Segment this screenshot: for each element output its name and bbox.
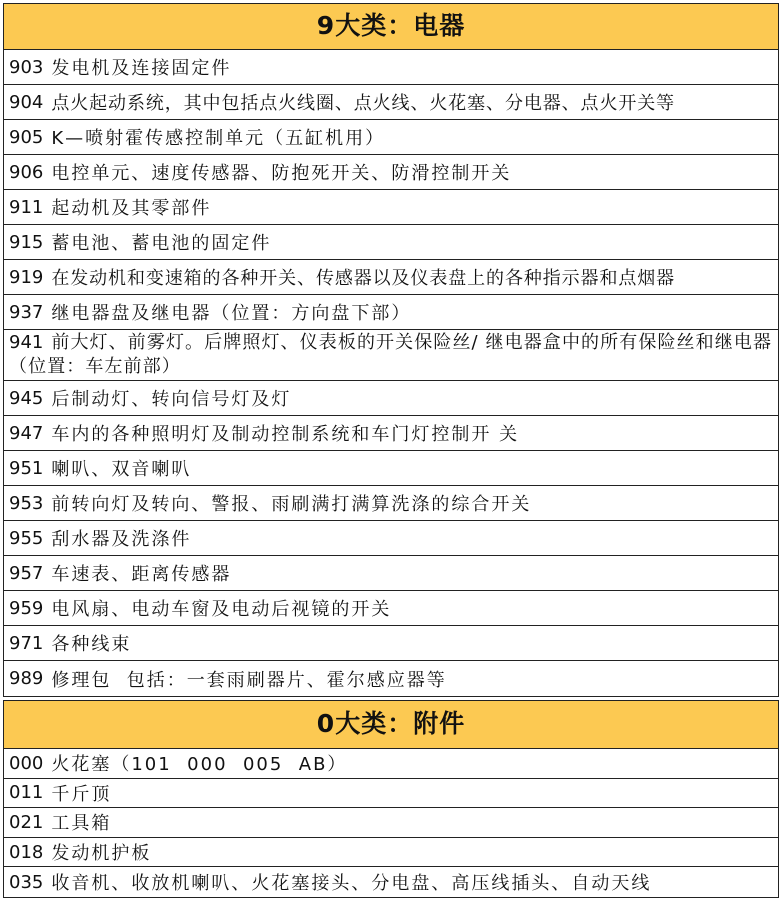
part-description: 车速表、距离传感器	[51, 564, 232, 585]
section-9-title: 9大类：电器	[4, 4, 778, 50]
part-description: 喇叭、双音喇叭	[51, 459, 192, 480]
part-description: 前大灯、前雾灯。后牌照灯、仪表板的开关保险丝/ 继电器盒中的所有保险丝和继电器（位置：车左前部）	[9, 332, 773, 377]
part-description: 千斤顶	[51, 783, 112, 805]
part-code: 945	[9, 387, 44, 409]
table-row	[4, 838, 778, 868]
table-row	[4, 416, 778, 451]
part-code: 911	[9, 196, 44, 218]
table-row	[4, 867, 778, 897]
part-description: 点火起动系统，其中包括点火线圈、点火线、火花塞、分电器、点火开关等	[51, 93, 676, 114]
part-description: 车内的各种照明灯及制动控制系统和车门灯控制开 关	[51, 424, 520, 445]
part-code: 011	[9, 782, 44, 804]
table-row	[4, 260, 778, 295]
part-code: 957	[9, 562, 44, 584]
part-description: 修理包 包括：一套雨刷器片、霍尔感应器等	[51, 669, 447, 691]
table-row	[4, 779, 778, 809]
part-code: 959	[9, 597, 44, 619]
table-row	[4, 50, 778, 85]
table-row	[4, 120, 778, 155]
section-9-table	[3, 3, 779, 697]
part-code: 951	[9, 457, 44, 479]
table-row	[4, 295, 778, 330]
part-description: 继电器盘及继电器（位置：方向盘下部）	[51, 303, 412, 324]
part-description: 工具箱	[51, 813, 112, 835]
table-row	[4, 190, 778, 225]
table-row	[4, 661, 778, 696]
part-code: 947	[9, 422, 44, 444]
part-description: K—喷射霍传感控制单元（五缸机用）	[51, 128, 386, 149]
part-description: 蓄电池、蓄电池的固定件	[51, 233, 272, 254]
part-code: 955	[9, 527, 44, 549]
table-row	[4, 521, 778, 556]
part-code: 905	[9, 126, 44, 148]
table-row	[4, 808, 778, 838]
part-code: 937	[9, 301, 44, 323]
table-row	[4, 330, 778, 381]
section-0-table	[3, 700, 779, 898]
table-row	[4, 225, 778, 260]
table-row	[4, 591, 778, 626]
part-description: 在发动机和变速箱的各种开关、传感器以及仪表盘上的各种指示器和点烟器	[51, 268, 676, 289]
table-row	[4, 451, 778, 486]
part-description: 发电机及连接固定件	[51, 58, 232, 79]
table-row	[4, 155, 778, 190]
table-row	[4, 381, 778, 416]
part-code: 953	[9, 492, 44, 514]
part-code: 915	[9, 231, 44, 253]
part-description: 前转向灯及转向、警报、雨刷满打满算洗涤的综合开关	[51, 494, 532, 515]
part-code: 035	[9, 871, 44, 893]
part-code: 000	[9, 752, 44, 774]
part-description: 火花塞（101 000 005 AB）	[51, 754, 348, 776]
part-description: 起动机及其零部件	[51, 198, 212, 219]
part-code: 903	[9, 56, 44, 78]
part-description: 电控单元、速度传感器、防抱死开关、防滑控制开关	[51, 163, 512, 184]
part-code: 018	[9, 841, 44, 863]
part-code: 989	[9, 668, 44, 689]
part-description: 各种线束	[51, 634, 132, 655]
section-0-title: 0大类：附件	[4, 701, 778, 749]
part-code: 906	[9, 161, 44, 183]
section-0-rows	[4, 749, 778, 897]
table-row	[4, 486, 778, 521]
table-row	[4, 556, 778, 591]
part-description: 发动机护板	[51, 843, 152, 865]
part-description: 后制动灯、转向信号灯及灯	[51, 389, 292, 410]
table-row	[4, 626, 778, 661]
part-code: 904	[9, 91, 44, 113]
part-code: 971	[9, 632, 44, 654]
table-row	[4, 749, 778, 779]
part-code: 941	[9, 332, 44, 353]
part-code: 021	[9, 811, 44, 833]
part-code: 919	[9, 266, 44, 288]
table-row	[4, 85, 778, 120]
part-description: 刮水器及洗涤件	[51, 529, 192, 550]
part-description: 电风扇、电动车窗及电动后视镜的开关	[51, 599, 392, 620]
section-9-rows	[4, 50, 778, 696]
part-description: 收音机、收放机喇叭、火花塞接头、分电盘、高压线插头、自动天线	[51, 873, 652, 895]
